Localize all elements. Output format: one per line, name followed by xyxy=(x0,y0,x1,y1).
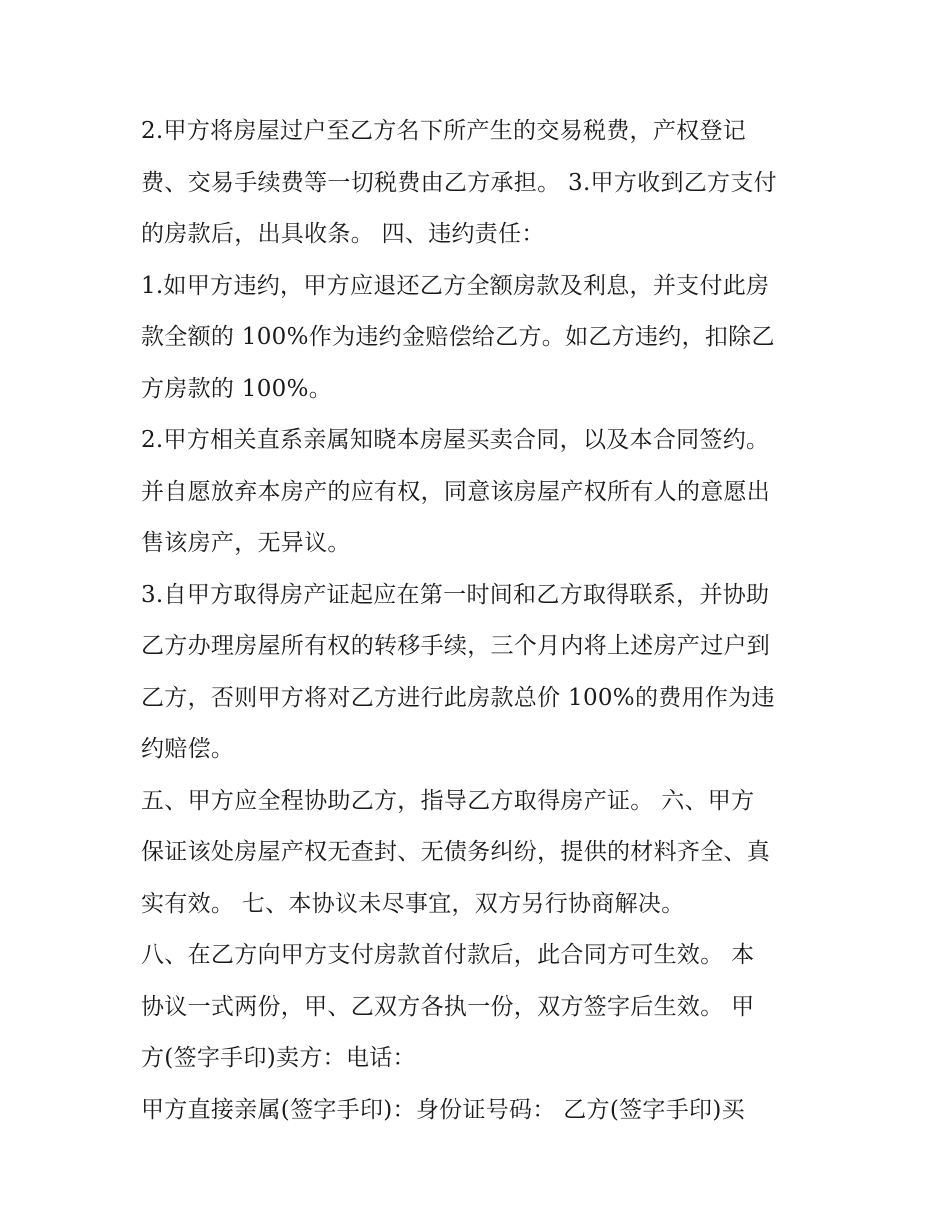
text-line: 乙方，否则甲方将对乙方进行此房款总价 100%的费用作为违 xyxy=(141,684,775,711)
text-line: 保证该处房屋产权无查封、无债务纠纷，提供的材料齐全、真 xyxy=(141,839,771,865)
contract-text-body xyxy=(141,106,821,1136)
text-line: 协议一式两份，甲、乙双方各执一份，双方签字后生效。 甲 xyxy=(141,993,755,1020)
text-line: 2.甲方将房屋过户至乙方名下所产生的交易税费，产权登记 xyxy=(141,118,747,144)
text-line: 2.甲方相关直系亲属知晓本房屋买卖合同，以及本合同签约。 xyxy=(141,427,770,453)
text-line: 3.自甲方取得房产证起应在第一时间和乙方取得联系，并协助 xyxy=(141,581,770,608)
text-line: 乙方办理房屋所有权的转移手续，三个月内将上述房产过户到 xyxy=(141,633,771,659)
text-line: 的房款后，出具收条。 四、违约责任： xyxy=(141,221,545,247)
text-line: 费、交易手续费等一切税费由乙方承担。 3.甲方收到乙方支付 xyxy=(141,169,777,196)
text-line: 方(签字手印)卖方：电话： xyxy=(141,1045,416,1071)
text-line: 售该房产，无异议。 xyxy=(141,530,351,556)
text-line: 八、在乙方向甲方支付房款首付款后，此合同方可生效。 本 xyxy=(141,942,755,968)
text-line: 约赔偿。 xyxy=(141,736,235,762)
text-line: 款全额的 100%作为违约金赔偿给乙方。如乙方违约，扣除乙 xyxy=(141,324,775,350)
text-line: 甲方直接亲属(签字手印)：身份证号码： 乙方(签字手印)买 xyxy=(141,1096,745,1123)
text-line: 1.如甲方违约，甲方应退还乙方全额房款及利息，并支付此房 xyxy=(141,272,770,299)
text-line: 方房款的 100%。 xyxy=(141,375,333,402)
text-line: 实有效。 七、本协议未尽事宜，双方另行协商解决。 xyxy=(141,890,685,917)
text-line: 五、甲方应全程协助乙方，指导乙方取得房产证。 六、甲方 xyxy=(141,787,755,814)
text-line: 并自愿放弃本房产的应有权，同意该房屋产权所有人的意愿出 xyxy=(141,478,771,505)
